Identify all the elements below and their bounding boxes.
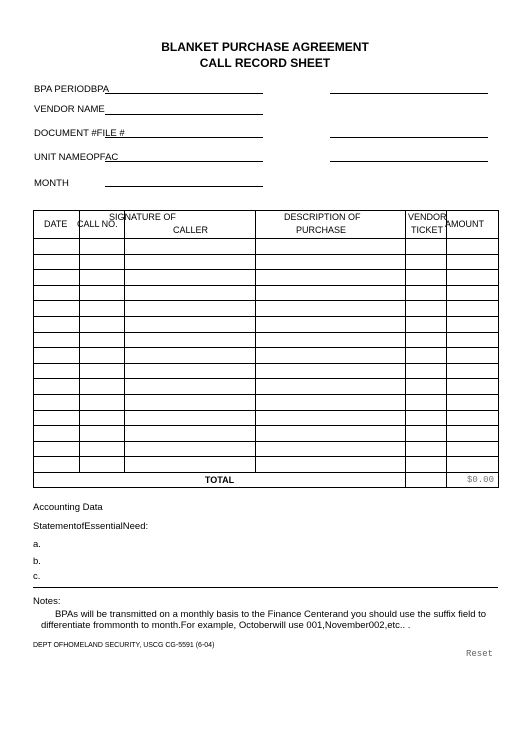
table-row bbox=[34, 394, 499, 410]
vendor-ticket-cell[interactable] bbox=[406, 316, 447, 332]
table-row bbox=[34, 301, 499, 317]
vendor-name-label: VENDOR NAME bbox=[34, 104, 105, 115]
vendor-ticket-cell[interactable] bbox=[406, 441, 447, 457]
date-cell[interactable] bbox=[34, 270, 80, 286]
bpa-period-field[interactable] bbox=[105, 93, 263, 94]
form-subtitle: CALL RECORD SHEET bbox=[199, 56, 331, 70]
call-no-cell[interactable] bbox=[80, 254, 125, 270]
description-cell[interactable] bbox=[256, 254, 406, 270]
date-cell[interactable] bbox=[34, 348, 80, 364]
date-header: DATE bbox=[34, 211, 80, 239]
notes-label: Notes: bbox=[33, 596, 61, 607]
table-row bbox=[34, 254, 499, 270]
description-cell[interactable] bbox=[256, 363, 406, 379]
table-header-row bbox=[34, 211, 499, 239]
vendor-ticket-cell[interactable] bbox=[406, 254, 447, 270]
month-label: MONTH bbox=[34, 178, 69, 189]
table-row bbox=[34, 426, 499, 442]
call-no-cell[interactable] bbox=[80, 363, 125, 379]
call-no-cell[interactable] bbox=[80, 332, 125, 348]
amount-cell[interactable] bbox=[447, 410, 499, 426]
table-row bbox=[34, 316, 499, 332]
date-cell[interactable] bbox=[34, 332, 80, 348]
vendor-ticket-cell[interactable] bbox=[406, 348, 447, 364]
signature-cell[interactable] bbox=[125, 379, 256, 395]
signature-cell[interactable] bbox=[125, 363, 256, 379]
month-field[interactable] bbox=[105, 186, 263, 187]
call-no-cell[interactable] bbox=[80, 301, 125, 317]
item-c-label: c. bbox=[33, 571, 41, 582]
description-cell[interactable] bbox=[256, 441, 406, 457]
vendor-name-field[interactable] bbox=[105, 114, 263, 115]
amount-cell[interactable] bbox=[447, 426, 499, 442]
description-header: DESCRIPTION OF PURCHASE bbox=[256, 211, 406, 239]
date-cell[interactable] bbox=[34, 457, 80, 473]
description-cell[interactable] bbox=[256, 285, 406, 301]
vendor-ticket-cell[interactable] bbox=[406, 457, 447, 473]
table-row bbox=[34, 348, 499, 364]
signature-cell[interactable] bbox=[125, 301, 256, 317]
call-no-cell[interactable] bbox=[80, 316, 125, 332]
amount-cell[interactable] bbox=[447, 332, 499, 348]
signature-cell[interactable] bbox=[125, 332, 256, 348]
date-cell[interactable] bbox=[34, 285, 80, 301]
notes-line-2: differentiate frommonth to month.For example, Octoberwill use 001,November002,etc.. . bbox=[41, 620, 411, 631]
reset-button[interactable]: Reset bbox=[466, 649, 494, 659]
signature-header: SIGNATURE OF CALLER bbox=[125, 211, 256, 239]
table-row bbox=[34, 410, 499, 426]
signature-cell[interactable] bbox=[125, 457, 256, 473]
bpa-period-label: BPA PERIODBPA bbox=[34, 84, 110, 95]
signature-cell[interactable] bbox=[125, 270, 256, 286]
date-cell[interactable] bbox=[34, 426, 80, 442]
bpa-field[interactable] bbox=[330, 93, 488, 94]
vendor-ticket-header: VENDOR TICKET bbox=[406, 211, 447, 239]
signature-cell[interactable] bbox=[125, 441, 256, 457]
document-field[interactable] bbox=[105, 137, 263, 138]
amount-cell[interactable] bbox=[447, 254, 499, 270]
amount-header: AMOUNT bbox=[447, 211, 499, 239]
document-file-label: DOCUMENT #FILE # bbox=[34, 128, 125, 139]
call-no-cell[interactable] bbox=[80, 426, 125, 442]
call-no-cell[interactable] bbox=[80, 394, 125, 410]
amount-cell[interactable] bbox=[447, 270, 499, 286]
date-cell[interactable] bbox=[34, 301, 80, 317]
signature-cell[interactable] bbox=[125, 316, 256, 332]
notes-line-1: BPAs will be transmitted on a monthly basis to the Finance Centerand you should use the suffix field to bbox=[55, 609, 487, 620]
amount-cell[interactable] bbox=[447, 441, 499, 457]
call-no-cell[interactable] bbox=[80, 410, 125, 426]
vendor-ticket-cell[interactable] bbox=[406, 410, 447, 426]
footer-text: DEPT OFHOMELAND SECURITY, USCG CG-5591 (6-04) bbox=[33, 642, 215, 649]
total-spacer bbox=[406, 472, 447, 487]
call-record-table bbox=[33, 210, 499, 488]
amount-cell[interactable] bbox=[447, 457, 499, 473]
form-title: BLANKET PURCHASE AGREEMENT bbox=[161, 40, 369, 54]
signature-cell[interactable] bbox=[125, 285, 256, 301]
signature-cell[interactable] bbox=[125, 239, 256, 255]
table-row bbox=[34, 285, 499, 301]
date-cell[interactable] bbox=[34, 441, 80, 457]
table-row bbox=[34, 379, 499, 395]
signature-cell[interactable] bbox=[125, 394, 256, 410]
description-cell[interactable] bbox=[256, 394, 406, 410]
call-no-cell[interactable] bbox=[80, 457, 125, 473]
amount-cell[interactable] bbox=[447, 316, 499, 332]
call-no-header: CALL NO. bbox=[80, 211, 125, 239]
amount-cell[interactable] bbox=[447, 239, 499, 255]
date-cell[interactable] bbox=[34, 379, 80, 395]
signature-cell[interactable] bbox=[125, 254, 256, 270]
amount-cell[interactable] bbox=[447, 301, 499, 317]
amount-cell[interactable] bbox=[447, 348, 499, 364]
table-row bbox=[34, 239, 499, 255]
amount-cell[interactable] bbox=[447, 379, 499, 395]
vendor-ticket-cell[interactable] bbox=[406, 332, 447, 348]
description-cell[interactable] bbox=[256, 239, 406, 255]
description-cell[interactable] bbox=[256, 301, 406, 317]
description-cell[interactable] bbox=[256, 332, 406, 348]
call-no-cell[interactable] bbox=[80, 285, 125, 301]
date-cell[interactable] bbox=[34, 316, 80, 332]
date-cell[interactable] bbox=[34, 363, 80, 379]
description-cell[interactable] bbox=[256, 316, 406, 332]
signature-cell[interactable] bbox=[125, 426, 256, 442]
vendor-ticket-cell[interactable] bbox=[406, 239, 447, 255]
unit-name-field[interactable] bbox=[105, 161, 263, 162]
vendor-ticket-cell[interactable] bbox=[406, 379, 447, 395]
table-row bbox=[34, 270, 499, 286]
call-no-cell[interactable] bbox=[80, 441, 125, 457]
vendor-ticket-cell[interactable] bbox=[406, 285, 447, 301]
item-a-label: a. bbox=[33, 539, 41, 550]
table-row bbox=[34, 332, 499, 348]
vendor-ticket-cell[interactable] bbox=[406, 270, 447, 286]
description-cell[interactable] bbox=[256, 379, 406, 395]
date-cell[interactable] bbox=[34, 410, 80, 426]
opfac-field[interactable] bbox=[330, 161, 488, 162]
description-cell[interactable] bbox=[256, 348, 406, 364]
vendor-ticket-cell[interactable] bbox=[406, 426, 447, 442]
statement-divider bbox=[33, 587, 498, 588]
unit-name-label: UNIT NAMEOPFAC bbox=[34, 152, 119, 163]
call-no-cell[interactable] bbox=[80, 270, 125, 286]
description-cell[interactable] bbox=[256, 426, 406, 442]
vendor-ticket-cell[interactable] bbox=[406, 301, 447, 317]
statement-label: StatementofEssentialNeed: bbox=[33, 521, 149, 532]
signature-cell[interactable] bbox=[125, 410, 256, 426]
signature-cell[interactable] bbox=[125, 348, 256, 364]
call-no-cell[interactable] bbox=[80, 348, 125, 364]
amount-cell[interactable] bbox=[447, 363, 499, 379]
vendor-ticket-cell[interactable] bbox=[406, 363, 447, 379]
total-label: TOTAL bbox=[34, 472, 406, 487]
file-field[interactable] bbox=[330, 137, 488, 138]
item-b-label: b. bbox=[33, 556, 41, 567]
call-no-cell[interactable] bbox=[80, 239, 125, 255]
accounting-data-label: Accounting Data bbox=[33, 502, 103, 513]
description-cell[interactable] bbox=[256, 270, 406, 286]
total-row bbox=[34, 472, 499, 487]
total-value: $0.00 bbox=[447, 472, 499, 487]
vendor-ticket-cell[interactable] bbox=[406, 394, 447, 410]
table-row bbox=[34, 441, 499, 457]
description-cell[interactable] bbox=[256, 457, 406, 473]
date-cell[interactable] bbox=[34, 254, 80, 270]
call-no-cell[interactable] bbox=[80, 379, 125, 395]
date-cell[interactable] bbox=[34, 239, 80, 255]
table-row bbox=[34, 457, 499, 473]
amount-cell[interactable] bbox=[447, 285, 499, 301]
table-row bbox=[34, 363, 499, 379]
amount-cell[interactable] bbox=[447, 394, 499, 410]
date-cell[interactable] bbox=[34, 394, 80, 410]
description-cell[interactable] bbox=[256, 410, 406, 426]
